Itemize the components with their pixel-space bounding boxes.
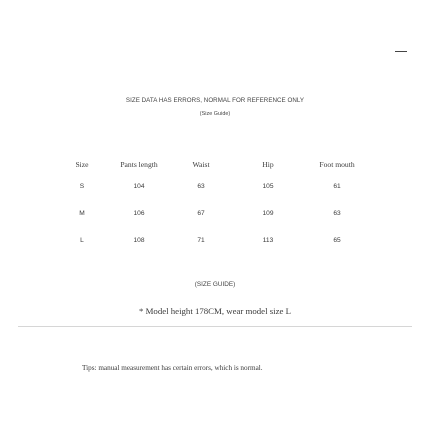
- table-cell: 65: [333, 237, 341, 244]
- table-header-hip: Hip: [262, 160, 274, 169]
- table-cell: 71: [197, 237, 205, 244]
- notice-heading: SIZE DATA HAS ERRORS, NORMAL FOR REFERENCE ONLY: [125, 97, 305, 104]
- table-cell: L: [80, 237, 84, 244]
- table-header-waist: Waist: [192, 160, 210, 169]
- table-cell: 109: [262, 210, 274, 217]
- table-cell: M: [79, 210, 85, 217]
- model-note: * Model height 178CM, wear model size L: [139, 306, 291, 316]
- table-cell: S: [79, 183, 85, 190]
- table-cell: 63: [197, 183, 205, 190]
- notice-subheading: (Size Guide): [199, 111, 231, 117]
- divider: [18, 326, 412, 327]
- tips-note: Tips: manual measurement has certain errors, which is normal.: [82, 364, 263, 372]
- table-header-pants-length: Pants length: [120, 160, 158, 169]
- table-cell: 105: [262, 183, 274, 190]
- table-cell: 67: [197, 210, 205, 217]
- table-cell: 106: [133, 210, 145, 217]
- table-cell: 63: [333, 210, 341, 217]
- size-guide-label: (SIZE GUIDE): [194, 281, 236, 288]
- table-cell: 104: [133, 183, 145, 190]
- table-header-size: Size: [75, 160, 89, 169]
- table-cell: 108: [133, 237, 145, 244]
- table-cell: 61: [333, 183, 341, 190]
- table-header-foot-mouth: Foot mouth: [319, 160, 355, 169]
- table-cell: 113: [262, 237, 274, 244]
- corner-dash-mark: [395, 51, 407, 52]
